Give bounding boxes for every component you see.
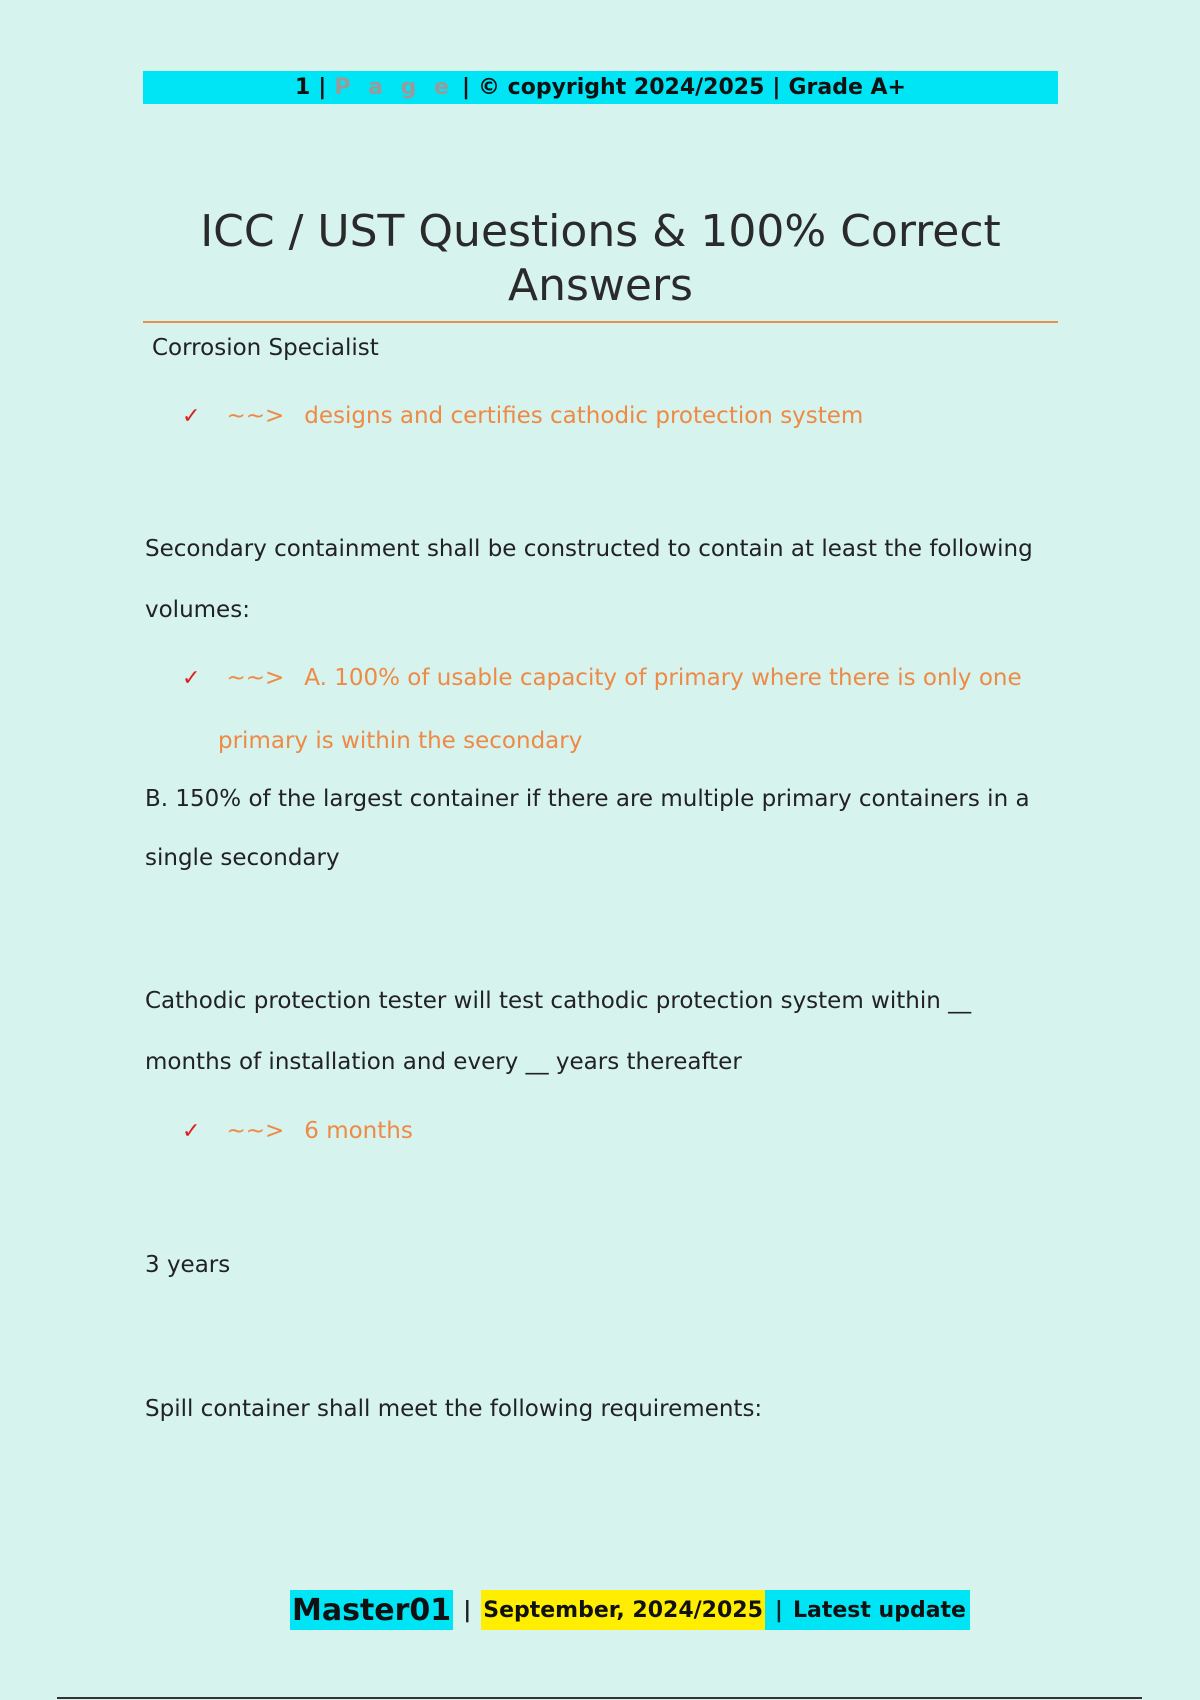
bottom-divider bbox=[57, 1697, 1142, 1699]
question-text: Secondary containment shall be constructed to contain at least the following bbox=[145, 536, 1033, 562]
answer-row bbox=[182, 1118, 413, 1144]
page-header-bar bbox=[143, 71, 1058, 104]
check-icon: ✓ bbox=[182, 665, 201, 691]
header-separator: | bbox=[461, 75, 471, 100]
arrow-marker: ~~> bbox=[226, 403, 285, 429]
answer-text-continued: primary is within the secondary bbox=[218, 728, 583, 754]
page-number: 1 bbox=[294, 75, 311, 100]
footer-separator: | bbox=[774, 1597, 783, 1623]
latest-update-text: Latest update bbox=[792, 1597, 966, 1623]
answer-text: 6 months bbox=[304, 1118, 413, 1144]
title-line-1: ICC / UST Questions & 100% Correct bbox=[200, 206, 1001, 257]
header-separator: | bbox=[318, 75, 327, 100]
header-separator: | bbox=[772, 75, 781, 100]
check-icon: ✓ bbox=[182, 403, 201, 429]
grade-text: Grade A+ bbox=[788, 75, 906, 100]
body-text: single secondary bbox=[145, 845, 340, 871]
question-text: months of installation and every __ years thereafter bbox=[145, 1049, 742, 1075]
brand-label: Master01 bbox=[290, 1590, 453, 1630]
latest-update-badge bbox=[765, 1590, 970, 1630]
copyright-text: © copyright 2024/2025 bbox=[478, 75, 765, 100]
question-text: Corrosion Specialist bbox=[152, 335, 379, 361]
answer-row bbox=[182, 403, 863, 429]
answer-text: A. 100% of usable capacity of primary where there is only one bbox=[304, 665, 1022, 691]
body-text: 3 years bbox=[145, 1252, 231, 1278]
title-line-2: Answers bbox=[508, 260, 693, 311]
document-title bbox=[143, 205, 1058, 313]
arrow-marker: ~~> bbox=[226, 1118, 285, 1144]
question-text: volumes: bbox=[145, 597, 250, 623]
body-text: B. 150% of the largest container if there are multiple primary containers in a bbox=[145, 786, 1030, 812]
question-text: Spill container shall meet the following requirements: bbox=[145, 1396, 763, 1422]
answer-text: designs and certifies cathodic protection system bbox=[304, 403, 864, 429]
title-divider bbox=[143, 321, 1058, 323]
question-text: Cathodic protection tester will test cathodic protection system within __ bbox=[145, 988, 972, 1014]
page-footer bbox=[290, 1590, 970, 1630]
arrow-marker: ~~> bbox=[226, 665, 285, 691]
check-icon: ✓ bbox=[182, 1118, 201, 1144]
footer-separator: | bbox=[463, 1597, 472, 1623]
page-label: P a g e bbox=[334, 75, 454, 100]
update-date: September, 2024/2025 bbox=[481, 1590, 765, 1630]
answer-row bbox=[182, 665, 1022, 691]
